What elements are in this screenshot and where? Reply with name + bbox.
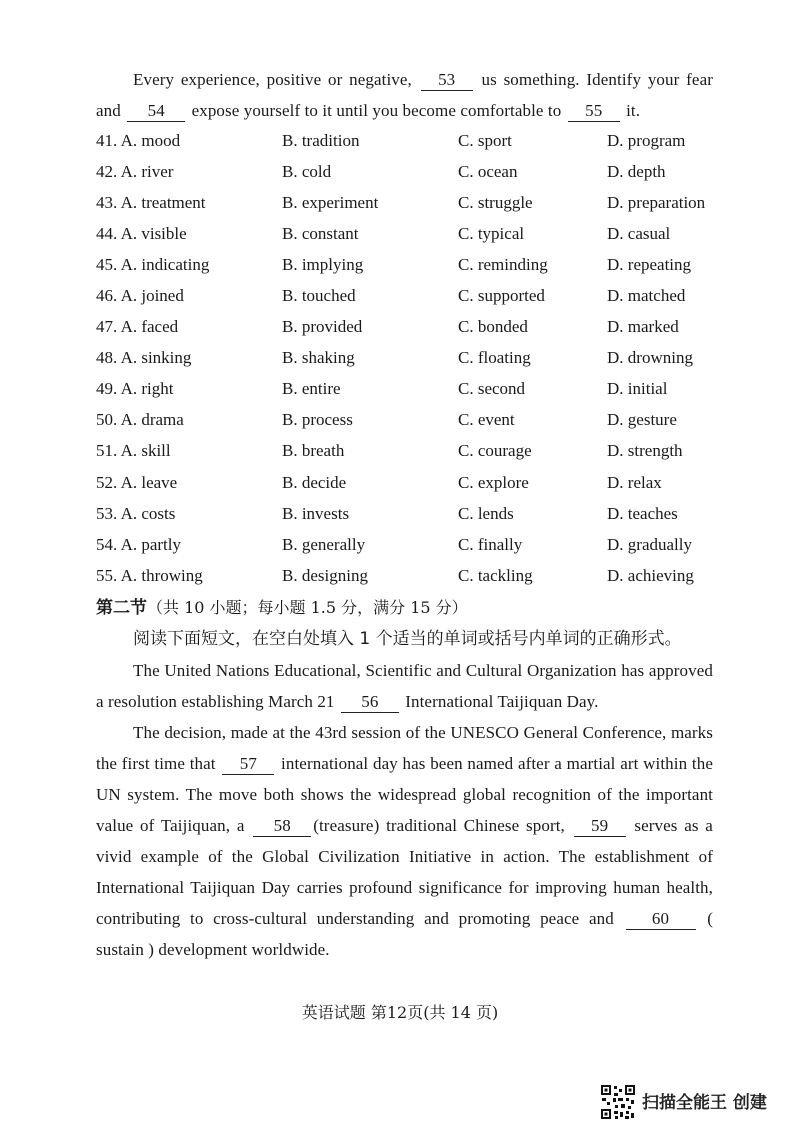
option-text: A. leave: [120, 472, 178, 492]
option-a: [96, 125, 282, 156]
option-a: [96, 343, 282, 374]
option-text: D. achieving: [607, 565, 694, 585]
passage-text: expose yourself to it until you become comfortable to: [191, 101, 562, 120]
option-d: [607, 467, 717, 498]
option-text: D. repeating: [607, 254, 692, 274]
section-label: 第二节: [96, 598, 147, 618]
question-row: [96, 436, 717, 467]
option-c: [458, 125, 607, 156]
option-text: D. marked: [607, 317, 679, 337]
option-text: A. skill: [120, 441, 171, 461]
option-b: [282, 343, 458, 374]
option-text: B. implying: [282, 254, 364, 274]
option-c: [458, 280, 607, 311]
option-a: [96, 249, 282, 280]
option-text: D. matched: [607, 286, 686, 306]
option-text: D. depth: [607, 161, 666, 181]
question-number: 54.: [96, 534, 118, 554]
question-row: [96, 374, 717, 405]
question-number: 47.: [96, 317, 118, 337]
option-b: [282, 405, 458, 436]
options-table: [96, 125, 717, 591]
question-row: [96, 529, 717, 560]
option-text: A. drama: [120, 410, 184, 430]
option-text: B. decide: [282, 472, 347, 492]
passage1-tail: [96, 64, 713, 126]
option-text: A. right: [120, 379, 174, 399]
question-row: [96, 187, 717, 218]
option-a: [96, 312, 282, 343]
option-a: [96, 405, 282, 436]
option-d: [607, 498, 717, 529]
option-text: C. struggle: [458, 192, 533, 212]
question-number: 42.: [96, 161, 118, 181]
question-row: [96, 467, 717, 498]
passage-text: The decision, made at the 43rd session of the UNESCO General Conference, marks the first time that: [96, 723, 713, 773]
scanner-watermark: 扫描全能王 创建: [642, 1093, 767, 1113]
option-d: [607, 312, 717, 343]
question-number: 43.: [96, 192, 118, 212]
blank-55: 55: [568, 101, 620, 122]
option-b: [282, 560, 458, 591]
blank-57: 57: [222, 754, 274, 775]
option-a: [96, 218, 282, 249]
option-text: D. teaches: [607, 503, 678, 523]
option-b: [282, 498, 458, 529]
option-c: [458, 560, 607, 591]
option-a: [96, 156, 282, 187]
option-text: B. breath: [282, 441, 345, 461]
option-text: B. cold: [282, 161, 332, 181]
option-c: [458, 436, 607, 467]
option-c: [458, 187, 607, 218]
option-text: B. experiment: [282, 192, 379, 212]
passage-text: serves as a vivid example of the Global Civilization Initiative in action. The establishment of International Taijiquan Day carries profound significance for improving human health, contributing to cross-cultural understanding and promoting peace and: [96, 816, 713, 928]
option-d: [607, 280, 717, 311]
option-text: C. reminding: [458, 254, 548, 274]
passage-text: traditional Chinese sport,: [386, 816, 565, 835]
question-row: [96, 405, 717, 436]
question-row: [96, 218, 717, 249]
option-text: C. bonded: [458, 317, 528, 337]
option-b: [282, 249, 458, 280]
option-d: [607, 249, 717, 280]
option-text: A. visible: [120, 223, 187, 243]
option-text: D. gradually: [607, 534, 692, 554]
option-text: C. floating: [458, 348, 531, 368]
option-text: D. preparation: [607, 192, 706, 212]
option-text: B. provided: [282, 317, 363, 337]
option-a: [96, 498, 282, 529]
option-text: A. mood: [120, 130, 181, 150]
blank-56: 56: [341, 692, 399, 713]
option-text: D. program: [607, 130, 686, 150]
question-number: 52.: [96, 472, 118, 492]
option-c: [458, 374, 607, 405]
question-number: 46.: [96, 286, 118, 306]
option-text: A. treatment: [120, 192, 206, 212]
question-row: [96, 560, 717, 591]
question-number: 48.: [96, 348, 118, 368]
passage-text: international day has been named after a martial art within the UN system. The move both shows the widespread global recognition of the important value of Taijiquan, a: [96, 754, 713, 835]
passage-text: it.: [626, 101, 641, 120]
option-text: A. partly: [120, 534, 181, 554]
option-text: D. relax: [607, 472, 662, 492]
option-a: [96, 280, 282, 311]
option-d: [607, 187, 717, 218]
option-text: D. gesture: [607, 410, 677, 430]
option-b: [282, 218, 458, 249]
option-b: [282, 187, 458, 218]
option-text: C. explore: [458, 472, 529, 492]
option-b: [282, 156, 458, 187]
passage2-paragraph2: [96, 717, 713, 965]
option-c: [458, 156, 607, 187]
option-c: [458, 343, 607, 374]
page-footer: 英语试题 第12页(共 14 页): [301, 1003, 499, 1022]
option-text: B. touched: [282, 286, 356, 306]
passage-text: us something. Identify your fear and: [96, 70, 713, 120]
option-text: A. indicating: [120, 254, 210, 274]
blank-59: 59: [574, 816, 626, 837]
option-d: [607, 156, 717, 187]
option-d: [607, 343, 717, 374]
option-a: [96, 374, 282, 405]
section-title: [96, 594, 468, 622]
option-b: [282, 312, 458, 343]
option-text: A. throwing: [120, 565, 203, 585]
option-text: C. lends: [458, 503, 514, 523]
option-text: C. typical: [458, 223, 525, 243]
option-b: [282, 467, 458, 498]
section-instruction: 阅读下面短文，在空白处填入 1 个适当的单词或括号内单词的正确形式。: [133, 629, 682, 649]
hint-60: ( sustain ): [96, 909, 714, 959]
option-text: D. strength: [607, 441, 683, 461]
option-text: B. invests: [282, 503, 350, 523]
blank-53: 53: [421, 70, 473, 91]
question-row: [96, 249, 717, 280]
option-a: [96, 467, 282, 498]
option-text: C. ocean: [458, 161, 518, 181]
option-c: [458, 498, 607, 529]
question-row: [96, 343, 717, 374]
option-a: [96, 436, 282, 467]
question-row: [96, 156, 717, 187]
option-text: A. costs: [120, 503, 176, 523]
question-number: 45.: [96, 254, 118, 274]
option-b: [282, 374, 458, 405]
question-number: 53.: [96, 503, 118, 523]
option-text: C. finally: [458, 534, 523, 554]
section-subtitle: （共 10 小题；每小题 1.5 分，满分 15 分）: [147, 598, 468, 617]
blank-60: 60: [626, 909, 696, 930]
blank-54: 54: [127, 101, 185, 122]
option-b: [282, 529, 458, 560]
option-d: [607, 529, 717, 560]
question-number: 51.: [96, 441, 118, 461]
option-a: [96, 560, 282, 591]
passage2-paragraph1: [96, 655, 713, 717]
question-row: [96, 280, 717, 311]
option-text: D. casual: [607, 223, 671, 243]
passage-text: The United Nations Educational, Scientific and Cultural Organization has approved a resolution establishing March 21: [96, 661, 713, 711]
option-a: [96, 529, 282, 560]
question-number: 44.: [96, 223, 118, 243]
hint-58: (treasure): [313, 816, 380, 835]
option-c: [458, 467, 607, 498]
option-text: A. faced: [120, 317, 179, 337]
question-number: 50.: [96, 410, 118, 430]
option-text: A. joined: [120, 286, 184, 306]
option-text: B. tradition: [282, 130, 360, 150]
option-text: C. sport: [458, 130, 512, 150]
option-c: [458, 218, 607, 249]
option-d: [607, 560, 717, 591]
option-d: [607, 125, 717, 156]
option-text: A. sinking: [120, 348, 192, 368]
blank-58: 58: [253, 816, 311, 837]
option-text: C. supported: [458, 286, 545, 306]
option-text: B. process: [282, 410, 353, 430]
passage-text: development worldwide.: [158, 940, 330, 959]
passage-text: International Taijiquan Day.: [405, 692, 599, 711]
option-d: [607, 436, 717, 467]
option-text: B. designing: [282, 565, 368, 585]
option-b: [282, 280, 458, 311]
question-number: 41.: [96, 130, 118, 150]
option-text: C. courage: [458, 441, 532, 461]
option-c: [458, 312, 607, 343]
option-text: C. tackling: [458, 565, 533, 585]
option-d: [607, 374, 717, 405]
option-text: D. drowning: [607, 348, 693, 368]
option-text: B. constant: [282, 223, 359, 243]
option-text: D. initial: [607, 379, 668, 399]
question-number: 49.: [96, 379, 118, 399]
option-text: A. river: [120, 161, 174, 181]
qr-code-icon: [600, 1084, 636, 1120]
option-c: [458, 405, 607, 436]
option-text: C. event: [458, 410, 515, 430]
option-text: C. second: [458, 379, 526, 399]
question-row: [96, 125, 717, 156]
passage-text: Every experience, positive or negative,: [133, 70, 412, 89]
option-text: B. generally: [282, 534, 366, 554]
question-row: [96, 498, 717, 529]
option-a: [96, 187, 282, 218]
option-b: [282, 436, 458, 467]
option-d: [607, 405, 717, 436]
option-text: B. entire: [282, 379, 341, 399]
option-text: B. shaking: [282, 348, 355, 368]
option-d: [607, 218, 717, 249]
question-row: [96, 312, 717, 343]
option-b: [282, 125, 458, 156]
question-number: 55.: [96, 565, 118, 585]
option-c: [458, 249, 607, 280]
option-c: [458, 529, 607, 560]
